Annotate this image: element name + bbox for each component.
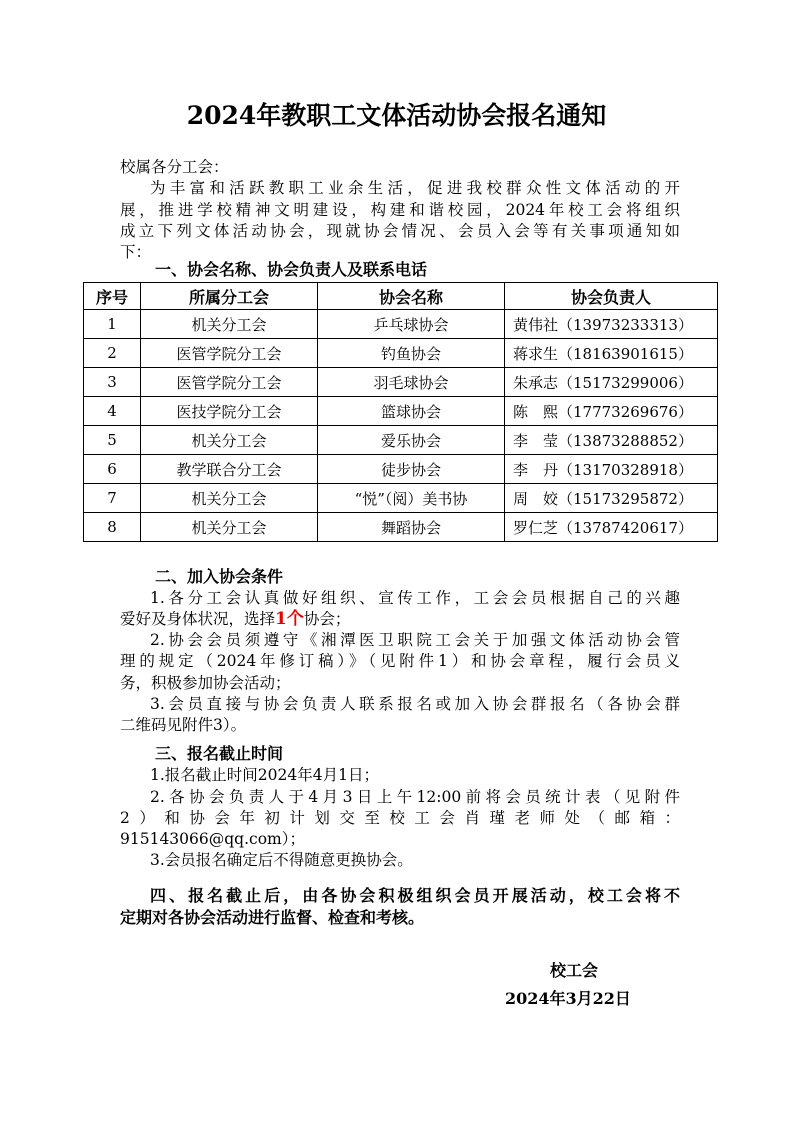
section2-item1-tail: 协会； xyxy=(303,610,351,628)
cell-leader: 李 丹（13170328918） xyxy=(505,455,718,484)
cell-leader: 李 莹（13873288852） xyxy=(505,426,718,455)
table-row xyxy=(84,339,718,368)
cell-branch: 机关分工会 xyxy=(141,426,318,455)
cell-association: 舞蹈协会 xyxy=(318,513,505,542)
section4-line2: 定期对各协会活动进行监督、检查和考核。 xyxy=(120,908,425,927)
association-table xyxy=(83,282,718,542)
cell-branch: 医管学院分工会 xyxy=(141,368,318,397)
table-row xyxy=(84,368,718,397)
cell-index: 1 xyxy=(84,310,141,339)
cell-index: 8 xyxy=(84,513,141,542)
cell-branch: 医管学院分工会 xyxy=(141,339,318,368)
salutation: 校属各分工会： xyxy=(120,158,229,176)
cell-leader: 朱承志（15173299006） xyxy=(505,368,718,397)
section2-item2-line3: 务，积极参加协会活动； xyxy=(120,674,291,692)
section3-item2-line3: 915143066@qq.com）； xyxy=(120,830,305,848)
cell-association: 钓鱼协会 xyxy=(318,339,505,368)
section2-heading: 二、加入协会条件 xyxy=(155,567,284,586)
cell-branch: 机关分工会 xyxy=(141,484,318,513)
table-row xyxy=(84,397,718,426)
section3-item2-line1: 2.各协会负责人于4月3日上午12:00前将会员统计表（见附件 xyxy=(150,788,680,806)
section2-item3-line1: 3.会员直接与协会负责人联系报名或加入协会群报名（各协会群 xyxy=(150,695,680,713)
section3-item1: 1.报名截止时间2024年4月1日； xyxy=(150,766,379,784)
cell-branch: 医技学院分工会 xyxy=(141,397,318,426)
cell-index: 4 xyxy=(84,397,141,426)
section2-item2-line1: 2.协会会员须遵守《湘潭医卫职院工会关于加强文体活动协会管 xyxy=(150,631,680,649)
section1-heading: 一、协会名称、协会负责人及联系电话 xyxy=(155,260,428,279)
header-branch: 所属分工会 xyxy=(141,283,318,310)
cell-leader: 陈 熙（17773269676） xyxy=(505,397,718,426)
cell-association: 徒步协会 xyxy=(318,455,505,484)
cell-branch: 教学联合分工会 xyxy=(141,455,318,484)
cell-leader: 蒋求生（18163901615） xyxy=(505,339,718,368)
cell-index: 6 xyxy=(84,455,141,484)
table-row xyxy=(84,426,718,455)
table-row xyxy=(84,513,718,542)
highlighted-count: 1个 xyxy=(275,609,304,629)
section2-item1-line1: 1.各分工会认真做好组织、宣传工作，工会会员根据自己的兴趣 xyxy=(150,589,680,607)
cell-association: 羽毛球协会 xyxy=(318,368,505,397)
table-header-row xyxy=(84,283,718,310)
cell-index: 5 xyxy=(84,426,141,455)
section4-line1: 四、报名截止后，由各协会积极组织会员开展活动，校工会将不 xyxy=(150,886,680,905)
intro-line-2: 展，推进学校精神文明建设，构建和谐校园，2024年校工会将组织 xyxy=(120,201,680,219)
section2-item1-line2 xyxy=(120,609,680,629)
cell-branch: 机关分工会 xyxy=(141,513,318,542)
signature-org: 校工会 xyxy=(550,961,599,980)
cell-leader: 罗仁芝（13787420617） xyxy=(505,513,718,542)
cell-association: 爱乐协会 xyxy=(318,426,505,455)
table-row xyxy=(84,310,718,339)
header-association: 协会名称 xyxy=(318,283,505,310)
cell-leader: 周 姣（15173295872） xyxy=(505,484,718,513)
section2-item3-line2: 二维码见附件3）。 xyxy=(120,716,247,734)
header-index: 序号 xyxy=(84,283,141,310)
section2-item2-line2: 理的规定（2024年修订稿）》（见附件1）和协会章程，履行会员义 xyxy=(120,652,680,670)
cell-index: 2 xyxy=(84,339,141,368)
section3-item2-line2: 2）和协会年初计划交至校工会肖瑾老师处（邮箱： xyxy=(120,809,680,827)
cell-association: “悦”（阅）美书协 xyxy=(318,484,505,513)
intro-line-1: 为丰富和活跃教职工业余生活，促进我校群众性文体活动的开 xyxy=(150,179,680,197)
cell-association: 篮球协会 xyxy=(318,397,505,426)
table-row xyxy=(84,484,718,513)
intro-line-3: 成立下列文体活动协会，现就协会情况、会员入会等有关事项通知如 xyxy=(120,222,680,240)
page-title: 2024年教职工文体活动协会报名通知 xyxy=(186,101,607,130)
cell-association: 乒乓球协会 xyxy=(318,310,505,339)
cell-index: 7 xyxy=(84,484,141,513)
section3-item3: 3.会员报名确定后不得随意更换协会。 xyxy=(150,851,413,869)
cell-index: 3 xyxy=(84,368,141,397)
intro-line-4: 下： xyxy=(120,243,152,261)
table-row xyxy=(84,455,718,484)
cell-branch: 机关分工会 xyxy=(141,310,318,339)
signature-date: 2024年3月22日 xyxy=(505,989,631,1008)
cell-leader: 黄伟社（13973233313） xyxy=(505,310,718,339)
section3-heading: 三、报名截止时间 xyxy=(155,744,284,763)
section2-item1-text: 爱好及身体状况，选择 xyxy=(120,610,276,628)
header-leader: 协会负责人 xyxy=(505,283,718,310)
